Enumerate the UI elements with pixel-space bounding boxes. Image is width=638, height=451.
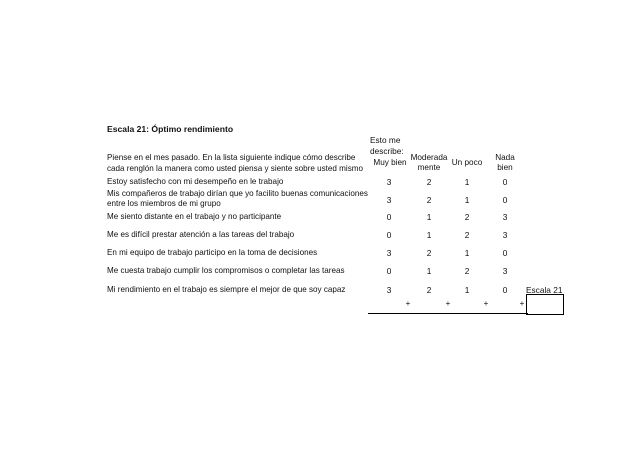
item-row-4-moderadamente: 1 [426, 230, 432, 240]
item-row-1-un-poco: 1 [464, 177, 470, 187]
item-row-2-un-poco: 1 [464, 195, 470, 205]
item-row-3-nada-bien: 3 [502, 212, 508, 222]
item-row-5-moderadamente: 2 [426, 248, 432, 258]
esto-me-describe-label: Esto me describe: [370, 135, 404, 156]
item-row-6-text: Me cuesta trabajo cumplir los compromisos o completar las tareas [107, 266, 345, 275]
item-row-2-moderadamente: 2 [426, 195, 432, 205]
item-row-5-nada-bien: 0 [502, 248, 508, 258]
item-row-1-moderadamente: 2 [426, 177, 432, 187]
plus-sign-2: + [445, 299, 451, 308]
item-row-4-muy-bien: 0 [386, 230, 392, 240]
item-row-7-un-poco: 1 [464, 285, 470, 295]
item-row-3-moderadamente: 1 [426, 212, 432, 222]
plus-sign-4: + [519, 299, 525, 308]
item-row-7-text: Mi rendimiento en el trabajo es siempre el mejor de que soy capaz [107, 285, 346, 294]
item-row-7-nada-bien: 0 [502, 285, 508, 295]
item-row-2-nada-bien: 0 [502, 195, 508, 205]
item-row-4-text: Me es difícil prestar atención a las tareas del trabajo [107, 230, 295, 239]
col-un-poco: Un poco [451, 158, 483, 167]
item-row-7-moderadamente: 2 [426, 285, 432, 295]
item-row-1-nada-bien: 0 [502, 177, 508, 187]
item-row-1-muy-bien: 3 [386, 177, 392, 187]
item-row-4-nada-bien: 3 [502, 230, 508, 240]
plus-sign-1: + [405, 299, 411, 308]
item-row-6-moderadamente: 1 [426, 266, 432, 276]
col-nada-bien: Nada bien [495, 153, 515, 172]
col-moderadamente: Moderada mente [410, 153, 448, 172]
item-row-5-un-poco: 1 [464, 248, 470, 258]
total-score-box[interactable] [526, 294, 564, 315]
item-row-2-text: Mis compañeros de trabajo dirían que yo facilito buenas comunicaciones entre los miembros de mi grupo [107, 189, 368, 208]
item-row-1-text: Estoy satisfecho con mi desempeño en le trabajo [107, 177, 284, 186]
instructions: Piense en el mes pasado. En la lista siguiente indique cómo describe cada renglón la manera como usted piensa y siente sobre usted mismo [107, 153, 363, 173]
item-row-3-un-poco: 2 [464, 212, 470, 222]
item-row-6-muy-bien: 0 [386, 266, 392, 276]
sum-line [368, 313, 528, 314]
plus-sign-3: + [483, 299, 489, 308]
item-row-5-muy-bien: 3 [386, 248, 392, 258]
item-row-5-text: En mi equipo de trabajo participo en la toma de decisiones [107, 248, 318, 257]
scale-title: Escala 21: Óptimo rendimiento [107, 124, 234, 134]
col-muy-bien: Muy bien [373, 158, 407, 167]
item-row-3-muy-bien: 0 [386, 212, 392, 222]
item-row-7-muy-bien: 3 [386, 285, 392, 295]
item-row-2-muy-bien: 3 [386, 195, 392, 205]
item-row-3-text: Me siento distante en el trabajo y no participante [107, 212, 282, 221]
scale-label: Escala 21 [526, 285, 563, 295]
item-row-6-un-poco: 2 [464, 266, 470, 276]
item-row-4-un-poco: 2 [464, 230, 470, 240]
item-row-6-nada-bien: 3 [502, 266, 508, 276]
